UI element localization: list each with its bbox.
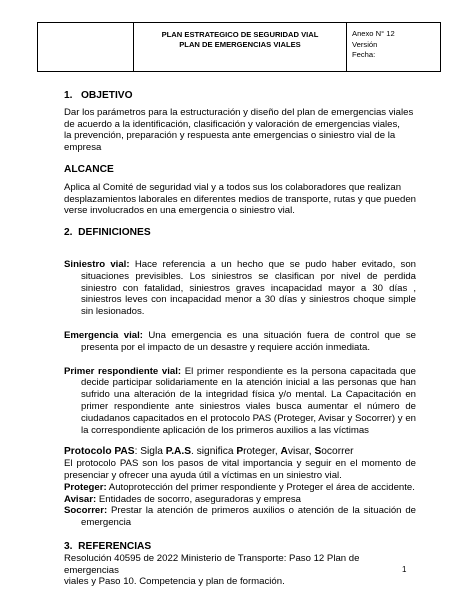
document-body <box>64 88 416 588</box>
definition-primer-respondiente <box>64 366 416 437</box>
pas-heading-line <box>64 446 416 458</box>
objetivo-line: de acuerdo a la identificación, clasificación y valoración de emergencias viales, <box>64 118 400 130</box>
pas-sigla-text: . significa <box>191 446 237 458</box>
pas-sigla-text: : Sigla <box>134 446 166 458</box>
definition-term: Primer respondiente vial: <box>64 365 182 377</box>
definition-protocolo-pas <box>64 446 416 529</box>
definition-term: Avisar: <box>64 493 97 505</box>
pas-text: El protocolo PAS son los pasos de vital importancia y seguir en el momento de presenciar y ofrecer una ayuda útil a víctimas en un siniestro vial. <box>64 458 416 481</box>
header-title-line2: PLAN DE EMERGENCIAS VIALES <box>179 40 301 49</box>
alcance-line: Aplica al Comité de seguridad vial y a todos sus los colaboradores que realizan <box>64 181 402 193</box>
header-title-cell <box>134 23 347 71</box>
referencias-paragraph <box>64 553 416 588</box>
section-definiciones-heading <box>64 227 416 239</box>
objetivo-line: empresa <box>64 142 102 154</box>
header-date: Fecha: <box>352 50 376 59</box>
section-alcance-heading: ALCANCE <box>64 163 114 175</box>
header-title-line1: PLAN ESTRATEGICO DE SEGURIDAD VIAL <box>161 30 319 39</box>
definition-term: Protocolo PAS <box>64 446 135 458</box>
definition-text: El primer respondiente es la persona capacitada que decide participar solidariamente en la atención inicial a las personas que han sufrido una alteración de la integridad física y/o mental. La Capacitación en primer respondiente ante siniestros viales busca aumentar el número de ciudadanos capacitados en el protocolo PAS (Proteger, Avisar y Socorrer) y en la correspondiente aplicación de los primeros auxilios a las víctimas <box>81 365 416 436</box>
pas-letter: A <box>280 446 288 458</box>
definition-text: Autoprotección del primer respondiente y Proteger el área de accidente. <box>108 481 415 493</box>
section-title: DEFINICIONES <box>78 227 151 239</box>
section-number: 1. <box>64 90 73 101</box>
definition-text: Prestar la atención de primeros auxilios o atención de la situación de emergencia <box>81 505 416 529</box>
section-objetivo-heading <box>64 90 416 102</box>
pas-sigla: P.A.S <box>165 446 192 458</box>
header-logo-cell <box>38 23 134 71</box>
alcance-line: desplazamientos laborales en diferentes medios de transporte, rutas y que pueden <box>64 193 416 205</box>
referencias-line: Resolución 40595 de 2022 Ministerio de Transporte: Paso 12 Plan de emergencias <box>64 552 360 576</box>
referencias-line: viales y Paso 10. Competencia y plan de formación. <box>64 576 285 588</box>
pas-avisar <box>64 494 416 506</box>
header-version: Versión <box>352 39 378 49</box>
pas-word: visar, <box>287 446 315 458</box>
definition-term: Socorrer: <box>64 505 108 517</box>
definition-siniestro-vial <box>64 259 416 318</box>
section-number: 3. <box>64 540 73 552</box>
pas-proteger <box>64 482 416 494</box>
objetivo-line: Dar los parámetros para la estructuración y diseño del plan de emergencias viales <box>64 106 414 118</box>
pas-letter: P <box>236 446 244 458</box>
definition-term: Proteger: <box>64 481 107 493</box>
definition-text: Entidades de socorro, aseguradoras y empresa <box>98 493 301 505</box>
section-number: 2. <box>64 227 73 239</box>
header-meta-cell <box>347 23 440 71</box>
alcance-line: verse involucrados en una emergencia o siniestro vial. <box>64 205 295 217</box>
definition-text: Una emergencia es una situación fuera de control que se presenta por el impacto de un desastre y requiere acción inmediata. <box>81 329 416 353</box>
alcance-paragraph <box>64 182 416 217</box>
pas-letter: S <box>314 446 322 458</box>
section-title: OBJETIVO <box>81 90 133 101</box>
pas-socorrer <box>64 505 416 529</box>
page-number: 1 <box>402 565 407 574</box>
objetivo-line: la prevención, preparación y respuesta ante emergencias o siniestro vial de la <box>64 130 396 142</box>
definition-term: Emergencia vial: <box>64 329 143 341</box>
definition-emergencia-vial <box>64 330 416 354</box>
definition-term: Siniestro vial: <box>64 258 130 270</box>
header-annex: Anexo N° 12 <box>352 29 395 38</box>
section-referencias-heading <box>64 541 416 553</box>
pas-word: ocorrer <box>321 446 354 458</box>
objetivo-paragraph <box>64 107 416 154</box>
section-title: REFERENCIAS <box>78 540 152 552</box>
pas-word: roteger, <box>243 446 281 458</box>
document-header-table <box>37 22 441 72</box>
definition-text: Hace referencia a un hecho que se pudo haber evitado, son situaciones previsibles. Los siniestros se clasifican por nivel de perdida siniestro con fatalidad, siniestros graves incapacidad mayor a 30 días , siniestros leves con incapacidad menor a 30 días y siniestros choque simple sin lesionados. <box>81 258 417 318</box>
